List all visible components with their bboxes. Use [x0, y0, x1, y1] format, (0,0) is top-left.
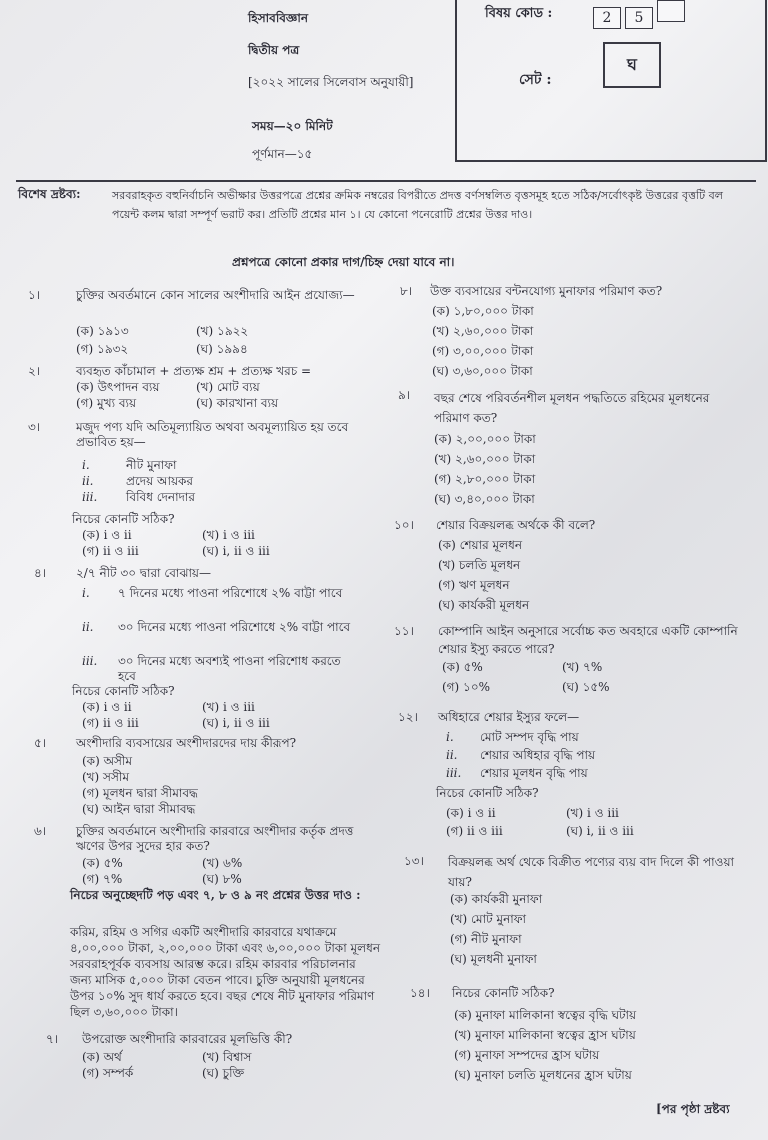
- q5-option-d: (ঘ) আইন দ্বারা সীমাবদ্ধ: [82, 802, 196, 816]
- q3-option-d: (ঘ) i, ii ও iii: [202, 544, 270, 558]
- subject-title: হিসাববিজ্ঞান: [248, 11, 309, 25]
- q12-option-b: (খ) i ও iii: [566, 806, 619, 820]
- passage-intro: নিচের অনুচ্ছেদটি পড় এবং ৭, ৮ ও ৯ নং প্রশ্নের উত্তর দাও :: [70, 888, 361, 902]
- q3-stmt-iii-label: iii.: [82, 490, 98, 504]
- q14-option-b: (খ) মুনাফা মালিকানা স্বত্বের হ্রাস ঘটায়: [454, 1028, 636, 1042]
- q10-option-a: (ক) শেয়ার মূলধন: [438, 538, 522, 552]
- q5-option-a: (ক) অসীম: [82, 754, 132, 768]
- q2-option-c: (গ) মুখ্য ব্যয়: [76, 396, 137, 410]
- passage-text: করিম, রহিম ও সগির একটি অংশীদারি কারবারে যথাক্রমে ৪,০০,০০০ টাকা, ২,০০,০০০ টাকা এবং ৬,০০,০০০ টাকা মূলধন সরবরাহপূর্বক ব্যবসায় আরম্ভ করে। রহিম কারবার পরিচালনার জন্য মাসিক ৫,০০০ টাকা বেতন পাবে। চুক্তি অনুযায়ী মূলধনের উপর ১০% সুদ ধার্য করতে হবে। বছর শেষে নীট মুনাফার পরিমাণ ছিল ৩,৬০,০০০ টাকা।: [70, 925, 380, 1019]
- q3-which-prompt: নিচের কোনটি সঠিক?: [72, 512, 175, 526]
- q9-option-d: (ঘ) ৩,৪০,০০০ টাকা: [434, 492, 535, 506]
- q14-option-c: (গ) মুনাফা সম্পদের হ্রাস ঘটায়: [454, 1048, 600, 1062]
- q13-option-b: (খ) মোট মুনাফা: [450, 912, 526, 926]
- q9-number: ৯।: [398, 388, 411, 402]
- q7-option-a: (ক) অর্থ: [82, 1050, 122, 1064]
- q5-option-c: (গ) মূলধন দ্বারা সীমাবদ্ধ: [82, 786, 198, 800]
- q2-number: ২।: [28, 364, 41, 378]
- q2-option-a: (ক) উৎপাদন ব্যয়: [76, 380, 160, 394]
- q11-option-b: (খ) ৭%: [562, 660, 603, 674]
- q7-option-c: (গ) সম্পর্ক: [82, 1066, 134, 1080]
- q4-option-b: (খ) i ও iii: [202, 700, 255, 714]
- q9-text: বছর শেষে পরিবর্তনশীল মূলধন পদ্ধতিতে রহিমের মূলধনের পরিমাণ কত?: [434, 391, 710, 425]
- q8-option-d: (ঘ) ৩,৬০,০০০ টাকা: [432, 364, 533, 378]
- code-set-box: [455, 0, 767, 162]
- q13-text: বিক্রয়লব্ধ অর্থ থেকে বিক্রীত পণ্যের ব্যয় বাদ দিলে কী পাওয়া যায়?: [448, 855, 735, 889]
- q3-stmt-ii: প্রদেয় আয়কর: [126, 474, 194, 488]
- q3-stmt-ii-label: ii.: [82, 474, 94, 488]
- q10-option-d: (ঘ) কার্যকরী মূলধন: [438, 598, 530, 612]
- q12-text: অধিহারে শেয়ার ইস্যুর ফলে—: [438, 710, 580, 724]
- subject-code-cells: [593, 0, 689, 29]
- q4-option-d: (ঘ) i, ii ও iii: [202, 716, 270, 730]
- q12-option-c: (গ) ii ও iii: [446, 824, 503, 838]
- q1-number: ১।: [28, 288, 41, 302]
- q9-option-c: (গ) ২,৮০,০০০ টাকা: [434, 472, 536, 486]
- q5-number: ৫।: [34, 736, 47, 750]
- syllabus-note: [২০২২ সালের সিলেবাস অনুযায়ী]: [248, 75, 414, 89]
- q2-text: ব্যবহৃত কাঁচামাল + প্রত্যক্ষ শ্রম + প্রত্যক্ষ খরচ =: [76, 364, 312, 378]
- q13-option-d: (ঘ) মূলধনী মুনাফা: [450, 952, 537, 966]
- q1-text: চুক্তির অবর্তমানে কোন সালের অংশীদারি আইন প্রযোজ্য—: [76, 288, 355, 302]
- q3-stmt-i-label: i.: [82, 458, 90, 472]
- set-value-box: ঘ: [603, 42, 661, 88]
- q4-stmt-ii: ৩০ দিনের মধ্যে পাওনা পরিশোধে ২% বাট্টা পাবে: [118, 620, 351, 634]
- q12-stmt-ii-label: ii.: [446, 748, 458, 762]
- q12-stmt-iii-label: iii.: [446, 766, 462, 780]
- q4-option-a: (ক) i ও ii: [82, 700, 132, 714]
- q1-option-d: (ঘ) ১৯৯৪: [196, 342, 248, 356]
- q10-option-c: (গ) ঋণ মূলধন: [438, 578, 510, 592]
- q2-option-b: (খ) মোট ব্যয়: [196, 380, 260, 394]
- q12-number: ১২।: [398, 710, 418, 724]
- marks-label: পূর্ণমান—১৫: [252, 147, 313, 161]
- q9-option-b: (খ) ২,৬০,০০০ টাকা: [434, 452, 536, 466]
- set-label: সেট :: [519, 72, 552, 88]
- q12-which-prompt: নিচের কোনটি সঠিক?: [436, 786, 539, 800]
- q8-option-c: (গ) ৩,০০,০০০ টাকা: [432, 344, 534, 358]
- q8-option-a: (ক) ১,৮০,০০০ টাকা: [432, 304, 534, 318]
- q12-option-a: (ক) i ও ii: [446, 806, 496, 820]
- q5-text: অংশীদারি ব্যবসায়ের অংশীদারদের দায় কীরূপ?: [76, 736, 297, 750]
- q4-stmt-ii-label: ii.: [82, 620, 94, 634]
- q4-stmt-i-label: i.: [82, 586, 90, 600]
- next-page-note: [পর পৃষ্ঠা দ্রষ্টব্য: [656, 1102, 730, 1116]
- q6-option-d: (ঘ) ৮%: [202, 872, 242, 886]
- q13-number: ১৩।: [404, 854, 424, 868]
- q3-option-c: (গ) ii ও iii: [82, 544, 139, 558]
- q11-option-a: (ক) ৫%: [442, 660, 483, 674]
- q3-option-b: (খ) i ও iii: [202, 528, 255, 542]
- time-label: সময়—২০ মিনিট: [252, 119, 333, 133]
- q4-text: ২/৭ নীট ৩০ দ্বারা বোঝায়—: [76, 566, 211, 580]
- q1-option-a: (ক) ১৯১৩: [76, 324, 129, 338]
- q10-number: ১০।: [394, 518, 414, 532]
- q12-option-d: (ঘ) i, ii ও iii: [566, 824, 634, 838]
- q12-stmt-i-label: i.: [446, 730, 454, 744]
- q3-number: ৩।: [28, 420, 41, 434]
- q4-stmt-iii-label: iii.: [82, 654, 98, 668]
- q1-option-c: (গ) ১৯৩২: [76, 342, 129, 356]
- subject-code-label: বিষয় কোড :: [485, 6, 553, 21]
- q12-stmt-i: মোট সম্পদ বৃদ্ধি পায়: [480, 730, 579, 744]
- top-divider: [16, 180, 756, 182]
- q6-option-c: (গ) ৭%: [82, 872, 123, 886]
- q5-option-b: (খ) সসীম: [82, 770, 130, 784]
- q13-option-a: (ক) কার্যকরী মুনাফা: [450, 892, 543, 906]
- q6-option-b: (খ) ৬%: [202, 856, 243, 870]
- q7-option-d: (ঘ) চুক্তি: [202, 1066, 245, 1080]
- code-digit-cell: 2: [593, 7, 621, 29]
- q4-option-c: (গ) ii ও iii: [82, 716, 139, 730]
- q14-number: ১৪।: [410, 986, 430, 1000]
- q8-option-b: (খ) ২,৬০,০০০ টাকা: [432, 324, 534, 338]
- q11-option-c: (গ) ১০%: [442, 680, 491, 694]
- q10-option-b: (খ) চলতি মূলধন: [438, 558, 521, 572]
- q11-number: ১১।: [394, 624, 414, 638]
- q3-stmt-i: নীট মুনাফা: [126, 458, 177, 472]
- q2-option-d: (ঘ) কারখানা ব্যয়: [196, 396, 279, 410]
- q3-option-a: (ক) i ও ii: [82, 528, 132, 542]
- q3-text: মজুদ পণ্য যদি অতিমূল্যায়িত অথবা অবমূল্যায়িত হয় তবে প্রভাবিত হয়—: [76, 420, 349, 449]
- paper-title: দ্বিতীয় পত্র: [248, 43, 300, 57]
- instruction-text: সরবরাহকৃত বহুনির্বাচনি অভীক্ষার উত্তরপত্রে প্রশ্নের ক্রমিক নম্বরের বিপরীতে প্রদত্ত বর্ণসম্বলিত বৃত্তসমূহ হতে সঠিক/সর্বোৎকৃষ্ট উত্তরের বৃত্তটি বল পয়েন্ট কলম দ্বারা সম্পূর্ণ ভরাট কর। প্রতিটি প্রশ্নের মান ১। যে কোনো পনেরোটি প্রশ্নের উত্তর দাও।: [112, 189, 723, 221]
- q12-stmt-iii: শেয়ার মূলধন বৃদ্ধি পায়: [480, 766, 588, 780]
- q3-stmt-iii: বিবিধ দেনাদার: [126, 490, 195, 504]
- instruction-label: বিশেষ দ্রষ্টব্য:: [18, 187, 81, 201]
- q6-option-a: (ক) ৫%: [82, 856, 123, 870]
- q4-stmt-i: ৭ দিনের মধ্যে পাওনা পরিশোধে ২% বাট্টা পাবে: [118, 586, 343, 600]
- q13-option-c: (গ) নীট মুনাফা: [450, 932, 522, 946]
- q4-stmt-iii: ৩০ দিনের মধ্যে অবশ্যই পাওনা পরিশোধ করতে হবে: [118, 654, 341, 683]
- q4-which-prompt: নিচের কোনটি সঠিক?: [72, 684, 175, 698]
- q7-option-b: (খ) বিশ্বাস: [202, 1050, 252, 1064]
- q7-text: উপরোক্ত অংশীদারি কারবারের মূলভিত্তি কী?: [82, 1032, 293, 1046]
- q11-text: কোম্পানি আইন অনুসারে সর্বোচ্চ কত অবহারে একটি কোম্পানি শেয়ার ইস্যু করতে পারে?: [438, 624, 738, 656]
- q14-option-a: (ক) মুনাফা মালিকানা স্বত্বের বৃদ্ধি ঘটায়: [454, 1008, 637, 1022]
- code-digit-cell: 5: [625, 7, 653, 29]
- q8-number: ৮।: [400, 284, 413, 298]
- q10-text: শেয়ার বিক্রয়লব্ধ অর্থকে কী বলে?: [436, 518, 596, 532]
- q14-text: নিচের কোনটি সঠিক?: [452, 986, 555, 1000]
- warning-text: প্রশ্নপত্রে কোনো প্রকার দাগ/চিহ্ন দেয়া যাবে না।: [232, 255, 455, 269]
- q7-number: ৭।: [46, 1032, 59, 1046]
- code-digit-cell: [657, 0, 685, 22]
- q1-option-b: (খ) ১৯২২: [196, 324, 249, 338]
- q9-option-a: (ক) ২,০০,০০০ টাকা: [434, 432, 536, 446]
- q4-number: ৪।: [34, 566, 47, 580]
- q6-text: চুক্তির অবর্তমানে অংশীদারি কারবারে অংশীদার কর্তৃক প্রদত্ত ঋণের উপর সুদের হার কত?: [76, 824, 354, 853]
- q14-option-d: (ঘ) মুনাফা চলতি মূলধনের হ্রাস ঘটায়: [454, 1068, 632, 1082]
- q12-stmt-ii: শেয়ার অধিহার বৃদ্ধি পায়: [480, 748, 596, 762]
- q11-option-d: (ঘ) ১৫%: [562, 680, 610, 694]
- q8-text: উক্ত ব্যবসায়ের বন্টনযোগ্য মুনাফার পরিমাণ কত?: [430, 284, 663, 298]
- q6-number: ৬।: [34, 824, 47, 838]
